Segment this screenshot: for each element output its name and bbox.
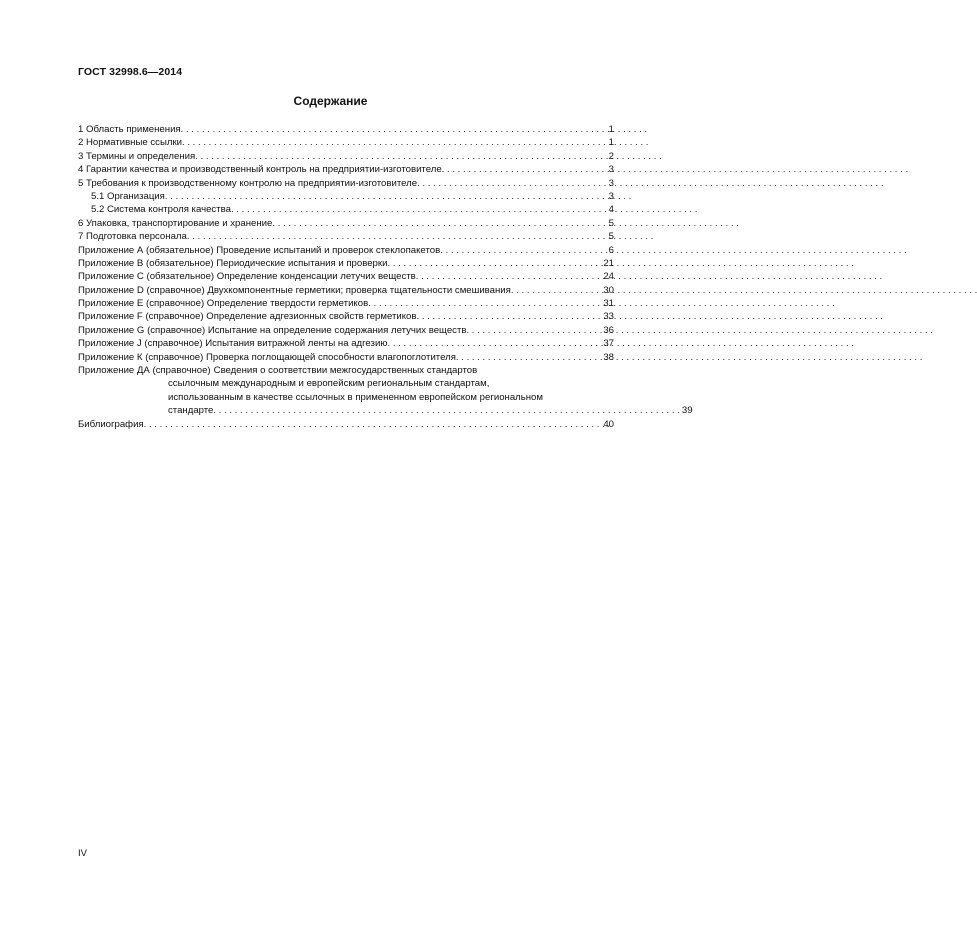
toc-entry-label: Приложение Е (справочное) Определение твердости герметиков bbox=[78, 298, 369, 310]
toc-entry-page: 39 bbox=[681, 405, 693, 417]
toc-entry-appendix-da[interactable] bbox=[78, 364, 614, 377]
toc-entry-page: 33 bbox=[603, 311, 614, 323]
toc-entry-page: 40 bbox=[603, 418, 614, 430]
toc-entry-label: Приложение D (справочное) Двухкомпонентные герметики; проверка тщательности смешивания bbox=[78, 284, 511, 296]
toc-entry[interactable] bbox=[78, 337, 614, 350]
toc-dot-leader bbox=[456, 351, 601, 364]
table-of-contents bbox=[78, 123, 693, 431]
toc-entry-page: 2 bbox=[608, 150, 614, 162]
toc-entry-line: ссылочным международным и европейским региональным стандартам, bbox=[168, 378, 490, 390]
toc-entry[interactable] bbox=[78, 190, 614, 203]
toc-dot-leader bbox=[195, 150, 606, 163]
toc-entry[interactable] bbox=[78, 150, 614, 163]
toc-entry-page: 30 bbox=[603, 284, 614, 296]
toc-dot-leader bbox=[272, 217, 606, 230]
toc-entry-page: 36 bbox=[603, 324, 614, 336]
toc-dot-leader bbox=[165, 190, 607, 203]
toc-title: Содержание bbox=[293, 94, 368, 108]
toc-entry[interactable] bbox=[78, 297, 614, 310]
page-number: IV bbox=[78, 848, 87, 859]
toc-dot-leader bbox=[416, 270, 602, 283]
toc-entry-page: 1 bbox=[608, 137, 614, 149]
toc-dot-leader bbox=[388, 337, 602, 350]
toc-entry[interactable] bbox=[78, 123, 614, 136]
toc-entry[interactable] bbox=[78, 244, 614, 257]
toc-entry-page: 1 bbox=[608, 123, 614, 135]
toc-entry-label: 5 Требования к производственному контролю на предприятии-изготовителе bbox=[78, 177, 418, 189]
toc-entry-page: 37 bbox=[603, 338, 614, 350]
toc-dot-leader bbox=[511, 284, 601, 297]
toc-dot-leader bbox=[187, 230, 607, 243]
toc-entry-line: стандарте bbox=[168, 405, 214, 417]
toc-entry-label: Приложение J (справочное) Испытания витражной ленты на адгезию bbox=[78, 338, 388, 350]
toc-entry-page: 5 bbox=[608, 231, 614, 243]
toc-entry[interactable] bbox=[78, 163, 614, 176]
toc-entry[interactable] bbox=[78, 203, 614, 216]
toc-dot-leader bbox=[416, 310, 601, 323]
toc-entry-page: 4 bbox=[608, 204, 614, 216]
toc-entry-label: 4 Гарантии качества и производственный контроль на предприятии-изготовителе bbox=[78, 164, 442, 176]
toc-entry-page: 21 bbox=[603, 257, 614, 269]
toc-entry[interactable] bbox=[78, 230, 614, 243]
toc-entry-line: Сведения о соответствии межгосударственных стандартов bbox=[213, 365, 478, 377]
toc-entry[interactable] bbox=[78, 257, 614, 270]
toc-entry-label: 5.2 Система контроля качества bbox=[91, 204, 231, 216]
toc-entry-label: Приложение F (справочное) Определение адгезионных свойств герметиков bbox=[78, 311, 417, 323]
document-code: ГОСТ 32998.6—2014 bbox=[78, 66, 183, 78]
toc-dot-leader bbox=[440, 244, 606, 257]
toc-entry-page: 5 bbox=[608, 217, 614, 229]
toc-dot-leader bbox=[417, 177, 607, 190]
toc-entry-label: Приложение С (обязательное) Определение конденсации летучих веществ bbox=[78, 271, 416, 283]
toc-entry[interactable] bbox=[78, 351, 614, 364]
toc-entry-label: Приложение В (обязательное) Периодические испытания и проверки bbox=[78, 257, 388, 269]
toc-entry[interactable] bbox=[78, 136, 614, 149]
toc-entry-label: Приложение К (справочное) Проверка поглощающей способности влагопоглотителя bbox=[78, 351, 456, 363]
toc-dot-leader bbox=[182, 136, 607, 149]
toc-entry-page: 6 bbox=[608, 244, 614, 256]
toc-dot-leader bbox=[442, 163, 607, 176]
toc-entry-page: 31 bbox=[603, 298, 614, 310]
toc-entry[interactable] bbox=[78, 217, 614, 230]
toc-entry-label: Библиография bbox=[78, 418, 144, 430]
toc-entry-prefix: Приложение ДА (справочное) bbox=[78, 365, 211, 377]
toc-dot-leader bbox=[466, 324, 601, 337]
toc-entry-bibliography[interactable] bbox=[78, 418, 614, 431]
toc-dot-leader bbox=[213, 404, 679, 417]
toc-entry-label: 6 Упаковка, транспортирование и хранение bbox=[78, 217, 273, 229]
toc-entry-label: Приложение А (обязательное) Проведение испытаний и проверок стеклопакетов bbox=[78, 244, 441, 256]
toc-entry-label: 3 Термины и определения bbox=[78, 150, 196, 162]
toc-entry-label: 2 Нормативные ссылки bbox=[78, 137, 183, 149]
toc-dot-leader bbox=[387, 257, 601, 270]
toc-entry[interactable] bbox=[78, 284, 614, 297]
toc-entry-page: 3 bbox=[608, 190, 614, 202]
toc-entry-label: Приложение G (справочное) Испытание на определение содержания летучих веществ bbox=[78, 324, 467, 336]
toc-entry-label: 5.1 Организация bbox=[91, 190, 165, 202]
toc-entry-label: 7 Подготовка персонала bbox=[78, 231, 187, 243]
toc-entry-line: использованным в качестве ссылочных в примененном европейском региональном bbox=[168, 391, 543, 403]
toc-entry-page: 3 bbox=[608, 164, 614, 176]
toc-dot-leader bbox=[181, 123, 607, 136]
toc-dot-leader bbox=[368, 297, 601, 310]
toc-entry-page: 38 bbox=[603, 351, 614, 363]
toc-entry[interactable] bbox=[78, 177, 614, 190]
toc-entry[interactable] bbox=[78, 310, 614, 323]
toc-entry[interactable] bbox=[78, 324, 614, 337]
toc-entry-page: 24 bbox=[603, 271, 614, 283]
toc-entry-page: 3 bbox=[608, 177, 614, 189]
toc-entry-label: 1 Область применения bbox=[78, 123, 181, 135]
toc-entry[interactable] bbox=[78, 270, 614, 283]
toc-dot-leader bbox=[231, 203, 607, 216]
toc-dot-leader bbox=[144, 418, 602, 431]
